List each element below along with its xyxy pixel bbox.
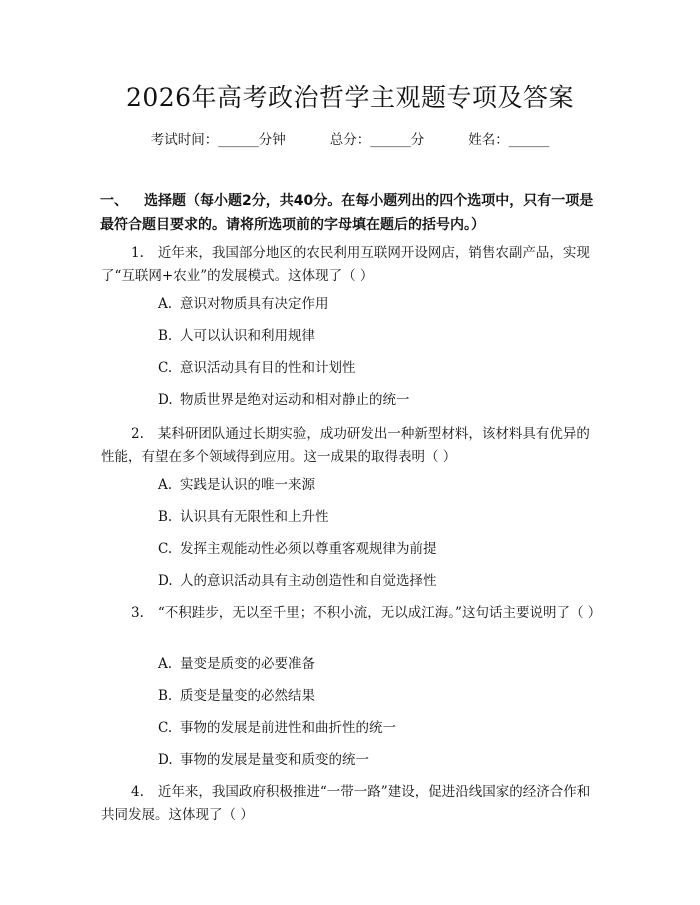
score-blank: ______ (370, 132, 411, 148)
question-number: 2. (131, 426, 144, 442)
question-number: 4. (131, 784, 144, 800)
option-letter: C. (158, 541, 173, 557)
option-text: 量变是质变的必要准备 (180, 656, 315, 672)
option-letter: B. (158, 328, 173, 344)
name-label: 姓名： (468, 132, 509, 148)
option-item (158, 686, 598, 706)
question-stem (101, 781, 599, 827)
section-number: 一、 (100, 193, 128, 209)
option-text: 意识对物质具有决定作用 (180, 296, 329, 312)
question-text: “不积跬步，无以至千里；不积小流，无以成江海。”这句话主要说明了（ ） (157, 605, 602, 621)
exam-meta (0, 130, 700, 150)
option-text: 认识具有无限性和上升性 (180, 509, 329, 525)
option-letter: D. (158, 392, 173, 408)
time-blank: ______ (218, 132, 259, 148)
question-text: 某科研团队通过长期实验，成功研发出一种新型材料，该材料具有优异的性能，有望在多个领域得到应用。这一成果的取得表明（ ） (101, 426, 590, 465)
option-letter: A. (158, 296, 173, 312)
option-letter: D. (158, 573, 173, 589)
option-letter: C. (158, 360, 173, 376)
option-item (158, 326, 598, 346)
time-label: 考试时间： (150, 132, 219, 148)
option-item (158, 475, 598, 495)
option-letter: A. (158, 656, 173, 672)
page-title: 2026年高考政治哲学主观题专项及答案 (125, 83, 575, 112)
section-heading (100, 189, 600, 237)
option-item (158, 571, 598, 591)
option-item (158, 750, 598, 770)
question-number: 3. (131, 605, 144, 621)
section-heading-text: 选择题（每小题2分，共40分。在每小题列出的四个选项中，只有一项是最符合题目要求的。请将所选项前的字母填在题后的括号内。） (100, 193, 594, 233)
option-item (158, 507, 598, 527)
option-item (158, 294, 598, 314)
score-unit: 分 (410, 132, 425, 148)
option-text: 事物的发展是量变和质变的统一 (180, 752, 369, 768)
option-letter: B. (158, 688, 173, 704)
time-unit: 分钟 (258, 132, 286, 148)
option-text: 发挥主观能动性必须以尊重客观规律为前提 (180, 541, 437, 557)
option-letter: B. (158, 509, 173, 525)
question-stem (101, 423, 599, 469)
option-item (158, 654, 598, 674)
option-item (158, 718, 598, 738)
option-letter: D. (158, 752, 173, 768)
option-text: 物质世界是绝对运动和相对静止的统一 (180, 392, 410, 408)
option-text: 人可以认识和利用规律 (180, 328, 315, 344)
option-item (158, 358, 598, 378)
question-stem (101, 602, 602, 625)
score-label: 总分： (329, 132, 371, 148)
option-letter: A. (158, 477, 173, 493)
option-text: 实践是认识的唯一来源 (180, 477, 315, 493)
option-item (158, 539, 598, 559)
question-text: 近年来，我国部分地区的农民利用互联网开设网店，销售农副产品，实现了“互联网+农业”的发展模式。这体现了（ ） (101, 245, 590, 284)
option-item (158, 390, 598, 410)
question-text: 近年来，我国政府积极推进“一带一路”建设，促进沿线国家的经济合作和共同发展。这体现了（ ） (101, 784, 591, 823)
option-text: 人的意识活动具有主动创造性和自觉选择性 (180, 573, 437, 589)
question-stem (101, 242, 599, 288)
option-text: 事物的发展是前进性和曲折性的统一 (180, 720, 396, 736)
question-number: 1. (131, 245, 144, 261)
name-blank: ______ (508, 132, 550, 148)
option-letter: C. (158, 720, 173, 736)
option-text: 意识活动具有目的性和计划性 (180, 360, 356, 376)
option-text: 质变是量变的必然结果 (180, 688, 315, 704)
